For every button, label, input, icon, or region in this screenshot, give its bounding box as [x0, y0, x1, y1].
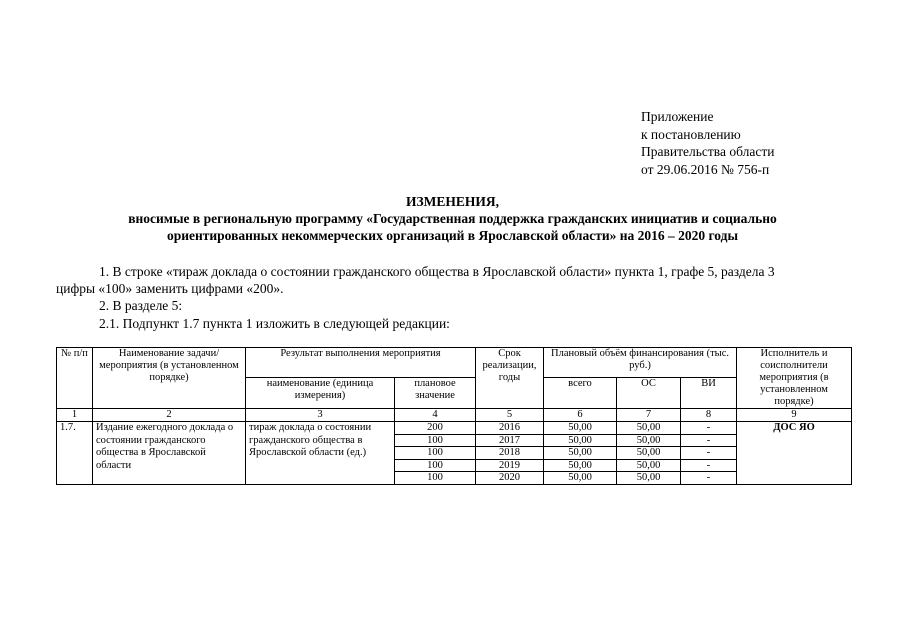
- column-number: 6: [544, 409, 617, 422]
- planned-value: 100: [395, 459, 476, 472]
- os-amount: 50,00: [617, 447, 681, 460]
- header-result-value: плановое значение: [395, 378, 476, 409]
- header-term: Срок реализации, годы: [476, 348, 544, 409]
- appendix-line: к постановлению: [641, 126, 741, 142]
- os-amount: 50,00: [617, 472, 681, 485]
- column-number: 8: [681, 409, 737, 422]
- total: 50,00: [544, 422, 617, 435]
- paragraph-1: 1. В строке «тираж доклада о состоянии гражданского общества в Ярославской области» пункта 1, графе 5, раздела 3: [99, 264, 775, 279]
- program-table: [56, 347, 852, 485]
- header-total: всего: [544, 378, 617, 409]
- os-amount: 50,00: [617, 434, 681, 447]
- column-number: 3: [246, 409, 395, 422]
- year: 2018: [476, 447, 544, 460]
- document-heading: ИЗМЕНЕНИЯ,: [405, 194, 499, 209]
- column-number: 7: [617, 409, 681, 422]
- os-amount: 50,00: [617, 422, 681, 435]
- os-amount: 50,00: [617, 459, 681, 472]
- appendix-line: Приложение: [641, 109, 714, 124]
- total: 50,00: [544, 472, 617, 485]
- column-numbers-row: [57, 409, 852, 422]
- total: 50,00: [544, 459, 617, 472]
- column-number: 9: [737, 409, 852, 422]
- planned-value: 100: [395, 447, 476, 460]
- vi-amount: -: [681, 472, 737, 485]
- appendix-block: [641, 108, 774, 178]
- row-task: Издание ежегодного доклада о состоянии гражданского общества в Ярославской области: [93, 422, 246, 485]
- column-number: 1: [57, 409, 93, 422]
- column-number: 2: [93, 409, 246, 422]
- header-os: ОС: [617, 378, 681, 409]
- appendix-line: от 29.06.2016 № 756-п: [641, 161, 770, 177]
- document-title-line: ориентированных некоммерческих организаций в Ярославской области» на 2016 – 2020 годы: [166, 228, 739, 243]
- paragraph-3: 2.1. Подпункт 1.7 пункта 1 изложить в следующей редакции:: [99, 316, 450, 331]
- planned-value: 100: [395, 434, 476, 447]
- total: 50,00: [544, 447, 617, 460]
- row-executor: ДОС ЯО: [737, 422, 852, 485]
- paragraph-2: 2. В разделе 5:: [99, 298, 183, 313]
- total: 50,00: [544, 434, 617, 447]
- header-vi: ВИ: [681, 378, 737, 409]
- year: 2019: [476, 459, 544, 472]
- vi-amount: -: [681, 434, 737, 447]
- row-result-name: тираж доклада о состоянии гражданского общества в Ярославской области (ед.): [246, 422, 395, 485]
- header-financing: Плановый объём финансирования (тыс. руб.): [544, 348, 737, 378]
- year: 2016: [476, 422, 544, 435]
- vi-amount: -: [681, 459, 737, 472]
- appendix-line: Правительства области: [641, 144, 775, 159]
- year: 2020: [476, 472, 544, 485]
- paragraph-1-cont: цифры «100» заменить цифрами «200».: [56, 281, 284, 296]
- document-title-line: вносимые в региональную программу «Государственная поддержка гражданских инициатив и социально: [128, 211, 777, 226]
- header-num: № п/п: [57, 348, 93, 409]
- column-number: 4: [395, 409, 476, 422]
- planned-value: 100: [395, 472, 476, 485]
- vi-amount: -: [681, 422, 737, 435]
- planned-value: 200: [395, 422, 476, 435]
- header-result-name: наименование (единица измерения): [246, 378, 395, 409]
- header-executor: Исполнитель и соисполнители мероприятия (в установленном порядке): [737, 348, 852, 409]
- row-number: 1.7.: [57, 422, 93, 485]
- table-row: [57, 422, 852, 435]
- year: 2017: [476, 434, 544, 447]
- header-task: Наименование задачи/ мероприятия (в установленном порядке): [93, 348, 246, 409]
- header-result: Результат выполнения мероприятия: [246, 348, 476, 378]
- vi-amount: -: [681, 447, 737, 460]
- column-number: 5: [476, 409, 544, 422]
